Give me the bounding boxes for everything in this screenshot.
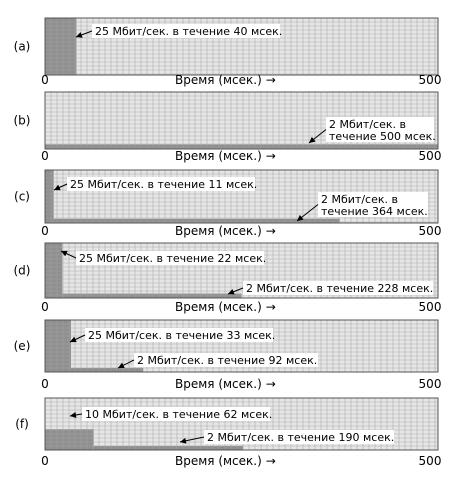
axis-min-label: 0 — [41, 73, 49, 87]
annotation — [180, 430, 394, 444]
time-axis — [41, 454, 441, 468]
panel-label: (b) — [13, 113, 31, 128]
panel-label: (a) — [13, 39, 31, 54]
panel-a — [14, 18, 442, 87]
panel-label: (e) — [13, 339, 31, 353]
rate-segment-1 — [45, 429, 94, 450]
axis-max-label: 500 — [418, 454, 442, 468]
annotation — [70, 407, 272, 421]
axis-max-label: 500 — [418, 300, 442, 314]
time-axis — [41, 300, 441, 314]
rate-segment-2 — [71, 368, 143, 372]
axis-max-label: 500 — [418, 73, 442, 87]
axis-min-label: 0 — [41, 149, 49, 163]
annotation-text: 25 Мбит/сек. в течение 33 мсек. — [88, 329, 276, 342]
annotation-text: 25 Мбит/сек. в течение 40 мсек. — [95, 25, 283, 38]
annotation — [118, 353, 318, 368]
right-arrow-icon: → — [265, 73, 276, 87]
annotation-text: 25 Мбит/сек. в течение 22 мсек. — [79, 252, 267, 265]
axis-min-label: 0 — [41, 454, 49, 468]
right-arrow-icon: → — [265, 454, 276, 468]
annotation-text: 2 Мбит/сек. в — [321, 193, 398, 206]
axis-min-label: 0 — [41, 377, 49, 391]
right-arrow-icon: → — [265, 377, 276, 391]
axis-title: Время (мсек.) — [175, 149, 262, 163]
annotation-text: 2 Мбит/сек. в — [329, 118, 406, 131]
time-axis — [41, 377, 441, 391]
panel-c — [14, 170, 441, 238]
panel-label: (f) — [15, 417, 29, 431]
right-arrow-icon: → — [265, 300, 276, 314]
panel-b — [14, 92, 442, 163]
annotation — [76, 24, 282, 38]
axis-title: Время (мсек.) — [175, 73, 262, 87]
annotation-text: 10 Мбит/сек. в течение 62 мсек. — [85, 408, 273, 421]
panel-label: (d) — [13, 263, 31, 278]
axis-min-label: 0 — [41, 224, 49, 238]
axis-min-label: 0 — [41, 300, 49, 314]
annotation — [309, 117, 436, 143]
annotation-text: 25 Мбит/сек. в течение 11 мсек. — [70, 178, 258, 191]
axis-max-label: 500 — [418, 149, 442, 163]
annotation — [54, 177, 257, 191]
annotation-text: 2 Мбит/сек. в течение 92 мсек. — [137, 354, 318, 367]
axis-title: Время (мсек.) — [175, 454, 262, 468]
time-axis — [41, 149, 441, 163]
rate-segment-1 — [45, 18, 76, 75]
panel-d — [14, 243, 442, 314]
panel-label: (c) — [14, 189, 30, 204]
rate-segment-2 — [62, 294, 241, 298]
annotation-text: течение 364 мсек. — [321, 205, 428, 218]
annotation-text: 2 Мбит/сек. в течение 190 мсек. — [207, 431, 395, 444]
right-arrow-icon: → — [265, 224, 276, 238]
rate-segment-2 — [94, 446, 243, 450]
axis-title: Время (мсек.) — [175, 377, 262, 391]
axis-title: Время (мсек.) — [175, 300, 262, 314]
axis-title: Время (мсек.) — [175, 224, 262, 238]
annotation — [61, 251, 266, 265]
axis-max-label: 500 — [418, 224, 442, 238]
right-arrow-icon: → — [265, 149, 276, 163]
panel-f — [15, 398, 441, 468]
axis-max-label: 500 — [418, 377, 442, 391]
annotation-text: 2 Мбит/сек. в течение 228 мсек. — [246, 282, 434, 295]
annotation — [228, 281, 433, 295]
panel-e — [14, 320, 442, 391]
annotation-text: течение 500 мсек. — [329, 130, 436, 143]
annotation — [70, 328, 275, 342]
time-axis — [41, 224, 441, 238]
